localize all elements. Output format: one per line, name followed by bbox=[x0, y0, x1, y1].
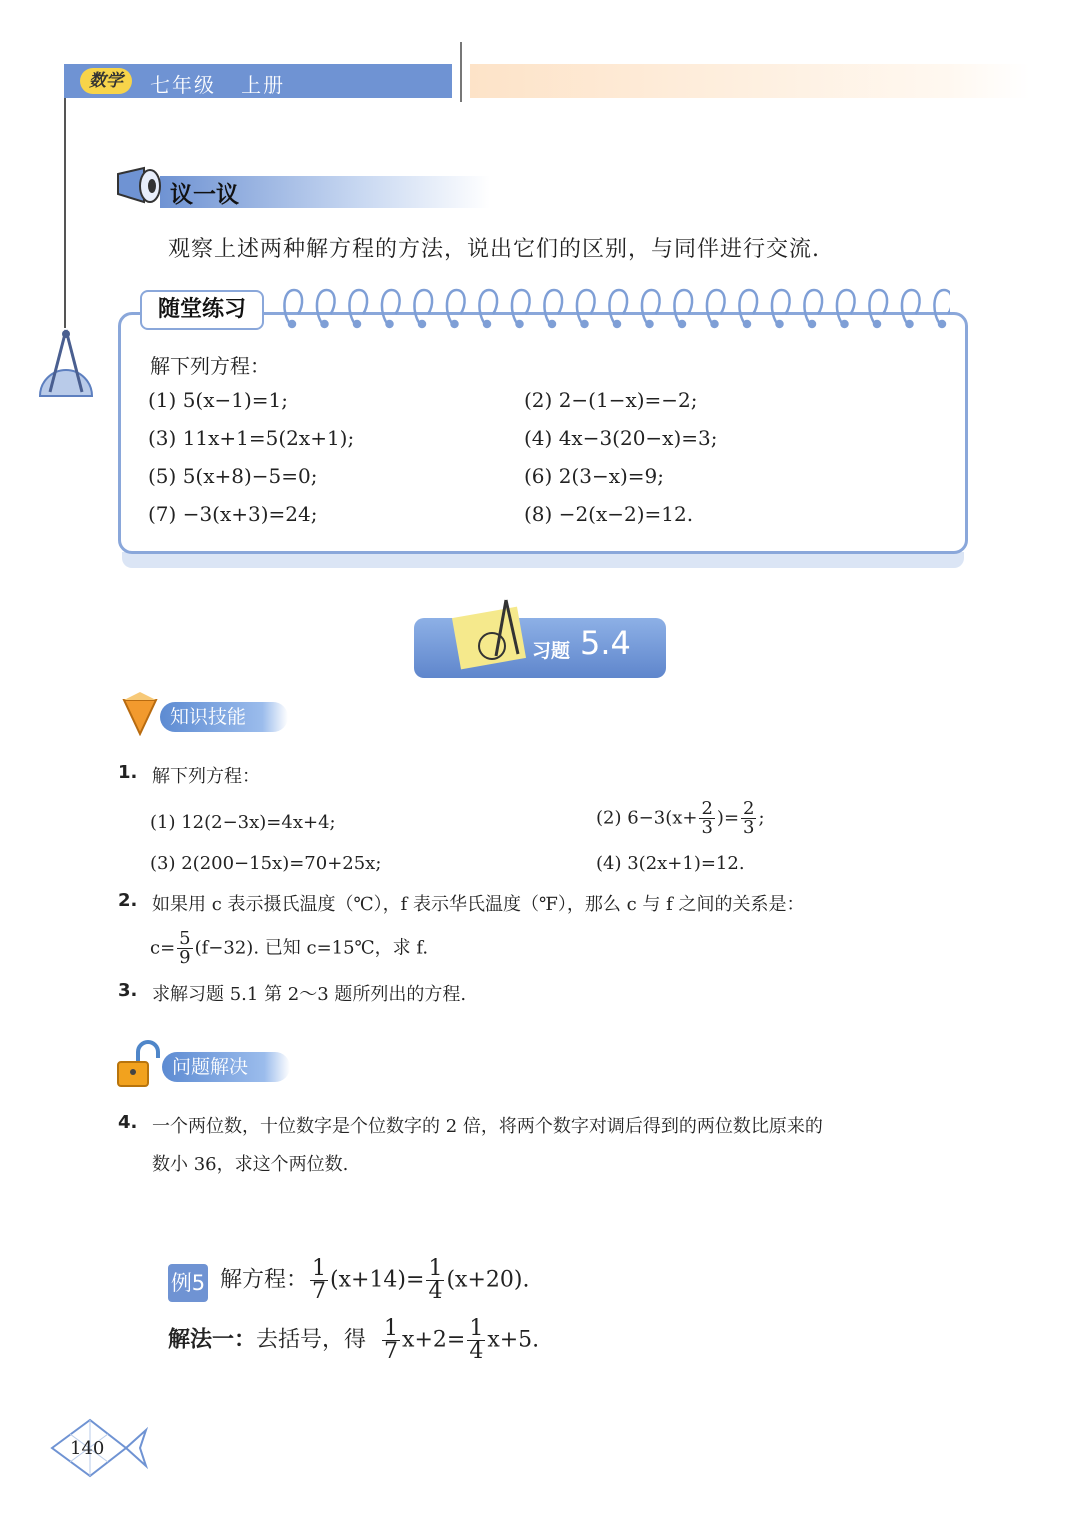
solution-p1: x+2= bbox=[402, 1327, 466, 1353]
practice-label: 随堂练习 bbox=[140, 290, 264, 330]
problem-title: 问题解决 bbox=[162, 1052, 290, 1082]
spiral-hole bbox=[582, 321, 588, 327]
spiral-ring bbox=[934, 290, 950, 324]
practice-shadow bbox=[122, 552, 964, 568]
solution-text: 去括号，得 bbox=[256, 1327, 367, 1353]
q1-text: 解下列方程： bbox=[152, 766, 260, 787]
spiral-hole bbox=[874, 321, 880, 327]
spiral-ring bbox=[609, 290, 627, 324]
q2-formula bbox=[150, 930, 428, 967]
compass-icon bbox=[474, 596, 524, 666]
q2-post: (f−32). 已知 c=15℃，求 f. bbox=[194, 937, 429, 959]
q2-pre: c= bbox=[150, 937, 176, 959]
q1-number: 1. bbox=[118, 762, 138, 783]
practice-item-7: (7) −3(x+3)=24; bbox=[148, 502, 318, 526]
q3-number: 3. bbox=[118, 980, 138, 1001]
spiral-hole bbox=[842, 321, 848, 327]
q3-text: 求解习题 5.1 第 2～3 题所列出的方程. bbox=[152, 984, 467, 1005]
spiral-hole bbox=[679, 321, 685, 327]
spiral-hole bbox=[647, 321, 653, 327]
practice-item-2: (2) 2−(1−x)=−2; bbox=[524, 388, 698, 412]
spiral-ring bbox=[837, 290, 855, 324]
q1-d: (4) 3(2x+1)=12. bbox=[596, 853, 745, 874]
spiral-ring bbox=[382, 290, 400, 324]
skills-title: 知识技能 bbox=[160, 702, 288, 732]
q1-a: (1) 12(2−3x)=4x+4; bbox=[150, 812, 336, 833]
q4-line1: 一个两位数，十位数字是个位数字的 2 倍，将两个数字对调后得到的两位数比原来的 bbox=[152, 1116, 823, 1137]
spiral-hole bbox=[354, 321, 360, 327]
spiral-hole bbox=[387, 321, 393, 327]
q2-frac: $\frac{5}{9}$ bbox=[179, 928, 191, 968]
example5-frac2: $\frac{1}{4}$ bbox=[428, 1256, 443, 1304]
q1-b-frac2: $\frac{2}{3}$ bbox=[743, 798, 755, 838]
spiral-ring bbox=[772, 290, 790, 324]
spiral-hole bbox=[939, 321, 945, 327]
example5-solution bbox=[168, 1318, 539, 1363]
solution-label: 解法一： bbox=[168, 1327, 257, 1353]
q1-c: (3) 2(200−15x)=70+25x; bbox=[150, 853, 382, 874]
example5-p2: (x+20). bbox=[446, 1267, 530, 1293]
lock-icon bbox=[116, 1040, 162, 1090]
practice-item-3: (3) 11x+1=5(2x+1); bbox=[148, 426, 355, 450]
spiral-ring bbox=[804, 290, 822, 324]
q2-text: 如果用 c 表示摄氏温度（℃），f 表示华氏温度（℉），那么 c 与 f 之间的关系是： bbox=[152, 894, 805, 915]
practice-item-8: (8) −2(x−2)=12. bbox=[524, 502, 694, 526]
volume-label: 上册 bbox=[241, 73, 286, 97]
spiral-ring bbox=[707, 290, 725, 324]
q1-b-pre: (2) 6−3(x+ bbox=[596, 807, 698, 829]
spiral-ring bbox=[317, 290, 335, 324]
spiral-hole bbox=[907, 321, 913, 327]
spiral-ring bbox=[479, 290, 497, 324]
spiral-hole bbox=[452, 321, 458, 327]
spiral-ring bbox=[577, 290, 595, 324]
example5-frac1: $\frac{1}{7}$ bbox=[312, 1256, 327, 1304]
q1-b bbox=[596, 800, 765, 837]
spiral-ring bbox=[674, 290, 692, 324]
spiral-ring bbox=[869, 290, 887, 324]
solution-frac1: $\frac{1}{7}$ bbox=[384, 1316, 399, 1364]
spiral-ring bbox=[414, 290, 432, 324]
spiral-hole bbox=[322, 321, 328, 327]
spiral-ring bbox=[544, 290, 562, 324]
practice-item-1: (1) 5(x−1)=1; bbox=[148, 388, 288, 412]
spiral-hole bbox=[809, 321, 815, 327]
spiral-ring bbox=[447, 290, 465, 324]
q1-b-mid: )= bbox=[716, 807, 740, 829]
megaphone-icon bbox=[114, 164, 166, 208]
spiral-hole bbox=[614, 321, 620, 327]
spiral-ring bbox=[739, 290, 757, 324]
compass-protractor-icon bbox=[36, 326, 96, 400]
exercise-number: 5.4 bbox=[580, 624, 631, 662]
spiral-hole bbox=[484, 321, 490, 327]
discuss-title: 议一议 bbox=[170, 182, 239, 208]
q4-line2: 数小 36，求这个两位数. bbox=[152, 1154, 349, 1175]
header-gradient bbox=[470, 64, 1030, 98]
spiral-ring bbox=[642, 290, 660, 324]
spiral-ring bbox=[512, 290, 530, 324]
solution-p2: x+5. bbox=[487, 1327, 540, 1353]
spiral-ring bbox=[902, 290, 920, 324]
diamond-icon bbox=[120, 690, 160, 736]
spiral-ring bbox=[284, 290, 302, 324]
exercise-label: 习题 bbox=[532, 640, 571, 662]
spiral-hole bbox=[419, 321, 425, 327]
spiral-hole bbox=[289, 321, 295, 327]
example5-lead: 解方程： bbox=[220, 1267, 309, 1293]
header-title bbox=[150, 69, 285, 98]
q1-b-post: ; bbox=[758, 807, 765, 829]
subject-logo: 数学 bbox=[80, 68, 132, 94]
example5-problem bbox=[220, 1258, 529, 1303]
discuss-text: 观察上述两种解方程的方法，说出它们的区别，与同伴进行交流. bbox=[168, 237, 820, 262]
example5-tag: 例5 bbox=[168, 1264, 208, 1302]
q2-number: 2. bbox=[118, 890, 138, 911]
solution-frac2: $\frac{1}{4}$ bbox=[469, 1316, 484, 1364]
spiral-binding-icon bbox=[280, 284, 950, 334]
spiral-hole bbox=[712, 321, 718, 327]
example5-p1: (x+14)= bbox=[330, 1267, 425, 1293]
practice-item-5: (5) 5(x+8)−5=0; bbox=[148, 464, 318, 488]
page-number: 140 bbox=[70, 1438, 105, 1459]
q1-b-frac1: $\frac{2}{3}$ bbox=[701, 798, 713, 838]
spiral-ring bbox=[349, 290, 367, 324]
practice-item-4: (4) 4x−3(20−x)=3; bbox=[524, 426, 718, 450]
practice-intro: 解下列方程： bbox=[150, 354, 270, 378]
left-margin-line bbox=[64, 98, 66, 328]
spiral-hole bbox=[549, 321, 555, 327]
header-divider bbox=[460, 42, 462, 102]
grade-label: 七年级 bbox=[150, 73, 216, 97]
spiral-hole bbox=[744, 321, 750, 327]
q4-number: 4. bbox=[118, 1112, 138, 1133]
spiral-hole bbox=[777, 321, 783, 327]
spiral-hole bbox=[517, 321, 523, 327]
practice-item-6: (6) 2(3−x)=9; bbox=[524, 464, 664, 488]
